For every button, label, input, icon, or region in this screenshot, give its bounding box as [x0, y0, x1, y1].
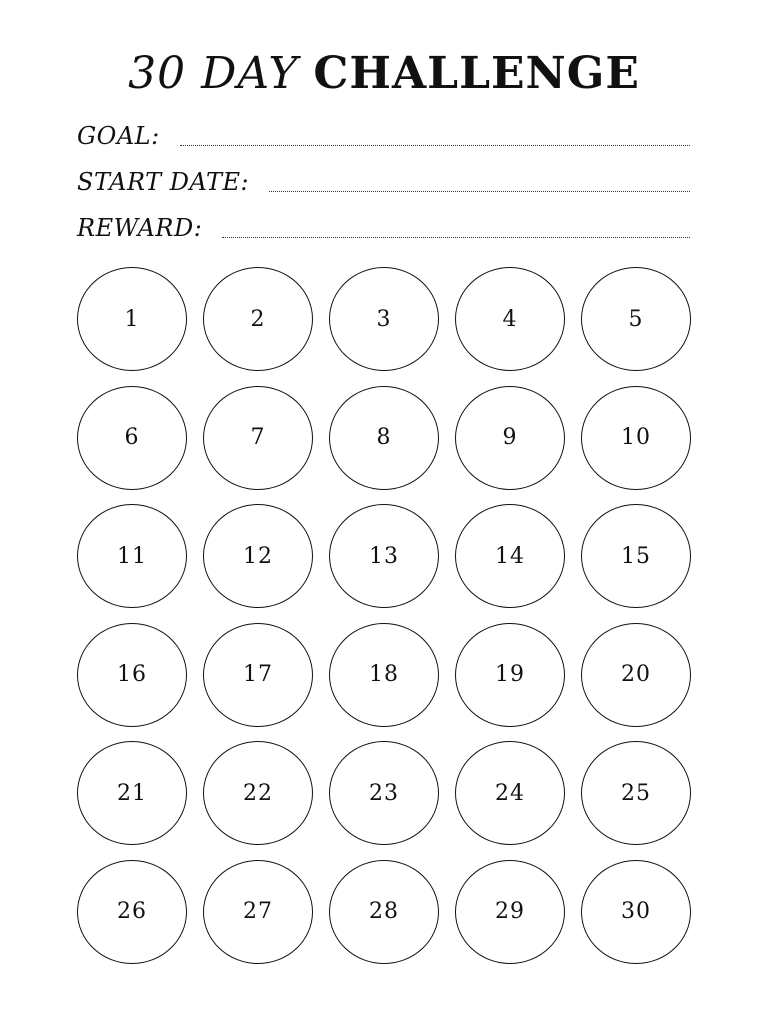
reward-field[interactable] — [77, 210, 690, 242]
day-number: 24 — [495, 780, 525, 806]
day-number: 8 — [376, 425, 392, 451]
day-circle-13[interactable] — [329, 504, 439, 608]
goal-input-line[interactable] — [180, 145, 690, 146]
day-number: 3 — [376, 306, 392, 332]
start-date-input-line[interactable] — [269, 191, 690, 192]
day-circle-4[interactable] — [455, 267, 565, 371]
day-circle-28[interactable] — [329, 860, 439, 964]
day-circle-17[interactable] — [203, 623, 313, 727]
day-number: 10 — [621, 425, 651, 451]
day-number: 13 — [369, 543, 399, 569]
day-circle-3[interactable] — [329, 267, 439, 371]
day-number: 6 — [124, 425, 140, 451]
day-circle-21[interactable] — [77, 741, 187, 845]
day-number: 21 — [117, 780, 147, 806]
day-circle-5[interactable] — [581, 267, 691, 371]
day-number: 9 — [502, 425, 518, 451]
day-number: 26 — [117, 899, 147, 925]
day-circle-11[interactable] — [77, 504, 187, 608]
day-number: 20 — [621, 662, 651, 688]
goal-field[interactable] — [77, 118, 690, 150]
day-number: 4 — [502, 306, 518, 332]
day-number: 2 — [250, 306, 266, 332]
day-circle-30[interactable] — [581, 860, 691, 964]
day-circle-7[interactable] — [203, 386, 313, 490]
day-number: 11 — [117, 543, 147, 569]
day-number: 28 — [369, 899, 399, 925]
day-circle-1[interactable] — [77, 267, 187, 371]
day-number: 1 — [124, 306, 140, 332]
day-circle-23[interactable] — [329, 741, 439, 845]
day-circle-25[interactable] — [581, 741, 691, 845]
day-number: 25 — [621, 780, 651, 806]
day-number: 7 — [250, 425, 266, 451]
day-circle-20[interactable] — [581, 623, 691, 727]
day-number: 16 — [117, 662, 147, 688]
day-circle-27[interactable] — [203, 860, 313, 964]
day-circle-14[interactable] — [455, 504, 565, 608]
day-number: 17 — [243, 662, 273, 688]
title-italic-part: 30 DAY — [128, 48, 299, 99]
day-number: 27 — [243, 899, 273, 925]
day-circle-16[interactable] — [77, 623, 187, 727]
day-number: 15 — [621, 543, 651, 569]
start-date-label: START DATE: — [77, 168, 250, 196]
day-circle-26[interactable] — [77, 860, 187, 964]
reward-input-line[interactable] — [222, 237, 690, 238]
day-circle-18[interactable] — [329, 623, 439, 727]
day-circle-grid — [77, 267, 691, 964]
title-bold-part: CHALLENGE — [313, 48, 640, 99]
day-number: 22 — [243, 780, 273, 806]
day-number: 19 — [495, 662, 525, 688]
goal-label: GOAL: — [77, 122, 160, 150]
day-number: 30 — [621, 899, 651, 925]
start-date-field[interactable] — [77, 164, 690, 196]
day-number: 23 — [369, 780, 399, 806]
day-number: 29 — [495, 899, 525, 925]
day-number: 12 — [243, 543, 273, 569]
day-number: 14 — [495, 543, 525, 569]
day-circle-22[interactable] — [203, 741, 313, 845]
day-circle-24[interactable] — [455, 741, 565, 845]
reward-label: REWARD: — [77, 214, 203, 242]
day-circle-12[interactable] — [203, 504, 313, 608]
day-circle-9[interactable] — [455, 386, 565, 490]
day-circle-10[interactable] — [581, 386, 691, 490]
day-circle-8[interactable] — [329, 386, 439, 490]
day-circle-15[interactable] — [581, 504, 691, 608]
day-circle-6[interactable] — [77, 386, 187, 490]
day-circle-2[interactable] — [203, 267, 313, 371]
page-title — [0, 48, 768, 100]
day-circle-19[interactable] — [455, 623, 565, 727]
day-circle-29[interactable] — [455, 860, 565, 964]
day-number: 18 — [369, 662, 399, 688]
day-number: 5 — [628, 306, 644, 332]
